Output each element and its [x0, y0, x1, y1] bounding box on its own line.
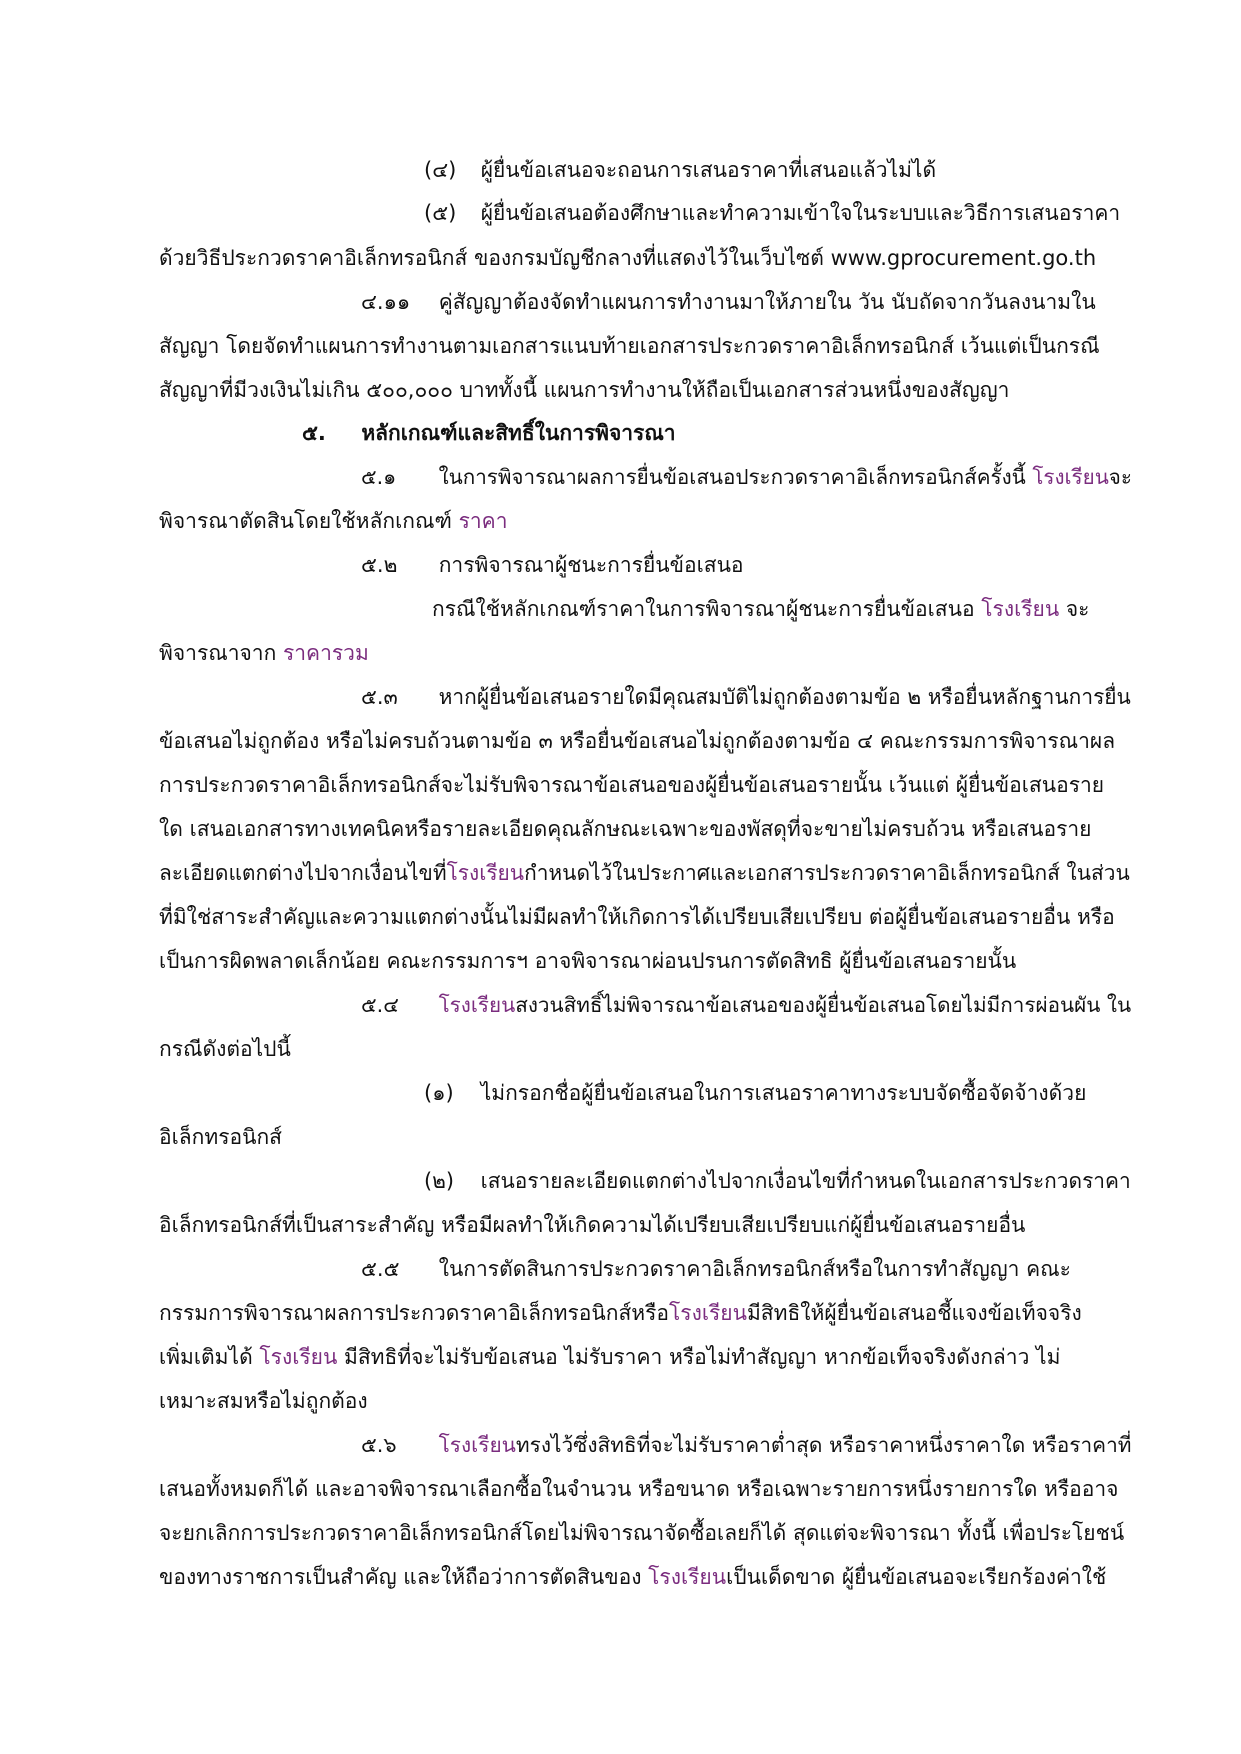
- term-school: โรงเรียน: [438, 993, 516, 1017]
- clause-5-4-sub-1-continuation: อิเล็กทรอนิกส์: [159, 1125, 282, 1149]
- clause-5-3-line-2: ข้อเสนอไม่ถูกต้อง หรือไม่ครบถ้วนตามข้อ ๓ หรือยื่นข้อเสนอไม่ถูกต้องตามข้อ ๔ คณะกรรมการพิจารณาผล: [159, 729, 1116, 753]
- clause-5-1: [361, 462, 1132, 492]
- clause-text: ของทางราชการเป็นสำคัญ และให้ถือว่าการตัดสินของ: [159, 1565, 649, 1589]
- clause-text-end: มีสิทธิที่จะไม่รับข้อเสนอ ไม่รับราคา หรือไม่ทำสัญญา หากข้อเท็จจริงดังกล่าว ไม่: [337, 1345, 1061, 1369]
- clause-5-4-line-2: กรณีดังต่อไปนี้: [159, 1037, 291, 1061]
- clause-5-5-line-2: [159, 1298, 1082, 1328]
- clause-5-4-sub-2-continuation: อิเล็กทรอนิกส์ที่เป็นสาระสำคัญ หรือมีผลทำให้เกิดความได้เปรียบเสียเปรียบแก่ผู้ยื่นข้อเสนอรายอื่น: [159, 1213, 1026, 1237]
- item-text: ผู้ยื่นข้อเสนอต้องศึกษาและทำความเข้าใจในระบบและวิธีการเสนอราคา: [480, 201, 1121, 225]
- clause-5-2-continuation: [159, 638, 369, 668]
- clause-text-end: มีสิทธิให้ผู้ยื่นข้อเสนอชี้แจงข้อเท็จจริง: [746, 1301, 1082, 1325]
- clause-text: การพิจารณาผู้ชนะการยื่นข้อเสนอ: [438, 553, 744, 577]
- clause-text: พิจารณาตัดสินโดยใช้หลักเกณฑ์: [159, 509, 459, 533]
- item-number: (๕): [424, 201, 457, 225]
- clause-number: ๕.๔: [361, 993, 399, 1017]
- clause-5-6: [361, 1430, 1132, 1460]
- clause-text: เพิ่มเติมได้: [159, 1345, 260, 1369]
- item-text: ผู้ยื่นข้อเสนอจะถอนการเสนอราคาที่เสนอแล้วไม่ได้: [480, 158, 937, 182]
- clause-text: ทรงไว้ซึ่งสิทธิที่จะไม่รับราคาต่ำสุด หรือราคาหนึ่งราคาใด หรือราคาที่: [515, 1433, 1132, 1457]
- term-school: โรงเรียน: [669, 1301, 747, 1325]
- item-number: (๑): [424, 1081, 454, 1105]
- clause-text: กรณีใช้หลักเกณฑ์ราคาในการพิจารณาผู้ชนะการยื่นข้อเสนอ: [432, 597, 982, 621]
- clause-4-11-continuation-1: สัญญา โดยจัดทำแผนการทำงานตามเอกสารแนบท้ายเอกสารประกวดราคาอิเล็กทรอนิกส์ เว้นแต่เป็นกรณี: [159, 334, 1100, 358]
- item-4-5: [424, 198, 1120, 228]
- clause-text-end: จะ: [1059, 597, 1090, 621]
- term-price: ราคา: [458, 509, 508, 533]
- term-school: โรงเรียน: [259, 1345, 338, 1369]
- clause-number: ๕.๕: [361, 1257, 400, 1281]
- clause-5-5-line-4: เหมาะสมหรือไม่ถูกต้อง: [159, 1389, 368, 1413]
- term-school: โรงเรียน: [1032, 465, 1109, 489]
- clause-4-11-continuation-2: สัญญาที่มีวงเงินไม่เกิน ๕๐๐,๐๐๐ บาททั้งนี้ แผนการทำงานให้ถือเป็นเอกสารส่วนหนึ่งของสัญญา: [159, 378, 1010, 402]
- clause-5-3: [361, 682, 1131, 712]
- clause-5-6-line-2: เสนอทั้งหมดก็ได้ และอาจพิจารณาเลือกซื้อในจำนวน หรือขนาด หรือเฉพาะรายการหนึ่งรายการใด หรืออาจ: [159, 1477, 1119, 1501]
- item-4-5-continuation: ด้วยวิธีประกวดราคาอิเล็กทรอนิกส์ ของกรมบัญชีกลางที่แสดงไว้ในเว็บไซต์ www.gprocurement.go.th: [159, 246, 1097, 270]
- section-5-heading: [302, 418, 676, 448]
- clause-5-2-sub: [432, 594, 1089, 624]
- clause-5-5: [361, 1254, 1071, 1284]
- term-total-price: ราคารวม: [282, 641, 369, 665]
- clause-number: ๕.๑: [361, 465, 397, 489]
- term-school: โรงเรียน: [446, 861, 525, 885]
- clause-number: ๔.๑๑: [361, 290, 411, 314]
- clause-text: พิจารณาจาก: [159, 641, 283, 665]
- section-number: ๕.: [302, 421, 326, 445]
- clause-5-3-line-7: เป็นการผิดพลาดเล็กน้อย คณะกรรมการฯ อาจพิจารณาผ่อนปรนการตัดสิทธิ ผู้ยื่นข้อเสนอรายนั้น: [159, 949, 1017, 973]
- clause-5-1-continuation: [159, 506, 508, 536]
- clause-5-4: [361, 990, 1131, 1020]
- clause-text-end: จะ: [1108, 465, 1132, 489]
- clause-text: สงวนสิทธิ์ไม่พิจารณาข้อเสนอของผู้ยื่นข้อเสนอโดยไม่มีการผ่อนผัน ใน: [515, 993, 1132, 1017]
- clause-text-end: กำหนดไว้ในประกาศและเอกสารประกวดราคาอิเล็กทรอนิกส์ ในส่วน: [524, 861, 1130, 885]
- item-text: ไม่กรอกชื่อผู้ยื่นข้อเสนอในการเสนอราคาทางระบบจัดซื้อจัดจ้างด้วย: [480, 1081, 1087, 1105]
- clause-5-4-sub-1: [424, 1078, 1086, 1108]
- item-4-4: [424, 155, 936, 185]
- clause-text: คู่สัญญาต้องจัดทำแผนการทำงานมาให้ภายใน วัน นับถัดจากวันลงนามใน: [438, 290, 1096, 314]
- clause-number: ๕.๖: [361, 1433, 397, 1457]
- clause-5-3-line-4: ใด เสนอเอกสารทางเทคนิคหรือรายละเอียดคุณลักษณะเฉพาะของพัสดุที่จะขายไม่ครบถ้วน หรือเสนอราย: [159, 817, 1092, 841]
- clause-number: ๕.๓: [361, 685, 398, 709]
- clause-5-3-line-6: ที่มิใช่สาระสำคัญและความแตกต่างนั้นไม่มีผลทำให้เกิดการได้เปรียบเสียเปรียบ ต่อผู้ยื่นข้อเสนอรายอื่น หรือ: [159, 905, 1115, 929]
- clause-number: ๕.๒: [361, 553, 398, 577]
- clause-text: ในการพิจารณาผลการยื่นข้อเสนอประกวดราคาอิเล็กทรอนิกส์ครั้งนี้: [438, 465, 1033, 489]
- clause-text: กรรมการพิจารณาผลการประกวดราคาอิเล็กทรอนิกส์หรือ: [159, 1301, 670, 1325]
- clause-text: ละเอียดแตกต่างไปจากเงื่อนไขที่: [159, 861, 447, 885]
- clause-text: หากผู้ยื่นข้อเสนอรายใดมีคุณสมบัติไม่ถูกต้องตามข้อ ๒ หรือยื่นหลักฐานการยื่น: [438, 685, 1131, 709]
- term-school: โรงเรียน: [981, 597, 1060, 621]
- clause-5-6-line-4: [159, 1562, 1106, 1592]
- clause-4-11: [361, 287, 1096, 317]
- clause-5-2: [361, 550, 744, 580]
- item-text: เสนอรายละเอียดแตกต่างไปจากเงื่อนไขที่กำหนดในเอกสารประกวดราคา: [480, 1169, 1131, 1193]
- clause-text-end: เป็นเด็ดขาด ผู้ยื่นข้อเสนอจะเรียกร้องค่าใช้: [726, 1565, 1107, 1589]
- clause-5-3-line-5: [159, 858, 1130, 888]
- section-title: หลักเกณฑ์และสิทธิ์ในการพิจารณา: [361, 421, 676, 445]
- clause-5-4-sub-2: [424, 1166, 1131, 1196]
- clause-5-5-line-3: [159, 1342, 1060, 1372]
- term-school: โรงเรียน: [438, 1433, 516, 1457]
- item-number: (๔): [424, 158, 457, 182]
- clause-text: ในการตัดสินการประกวดราคาอิเล็กทรอนิกส์หรือในการทำสัญญา คณะ: [438, 1257, 1071, 1281]
- clause-5-6-line-3: จะยกเลิกการประกวดราคาอิเล็กทรอนิกส์โดยไม่พิจารณาจัดซื้อเลยก็ได้ สุดแต่จะพิจารณา ทั้งนี้ เพื่อประโยชน์: [159, 1521, 1125, 1545]
- term-school: โรงเรียน: [648, 1565, 727, 1589]
- clause-5-3-line-3: การประกวดราคาอิเล็กทรอนิกส์จะไม่รับพิจารณาข้อเสนอของผู้ยื่นข้อเสนอรายนั้น เว้นแต่ ผู้ยื่นข้อเสนอราย: [159, 773, 1105, 797]
- item-number: (๒): [424, 1169, 455, 1193]
